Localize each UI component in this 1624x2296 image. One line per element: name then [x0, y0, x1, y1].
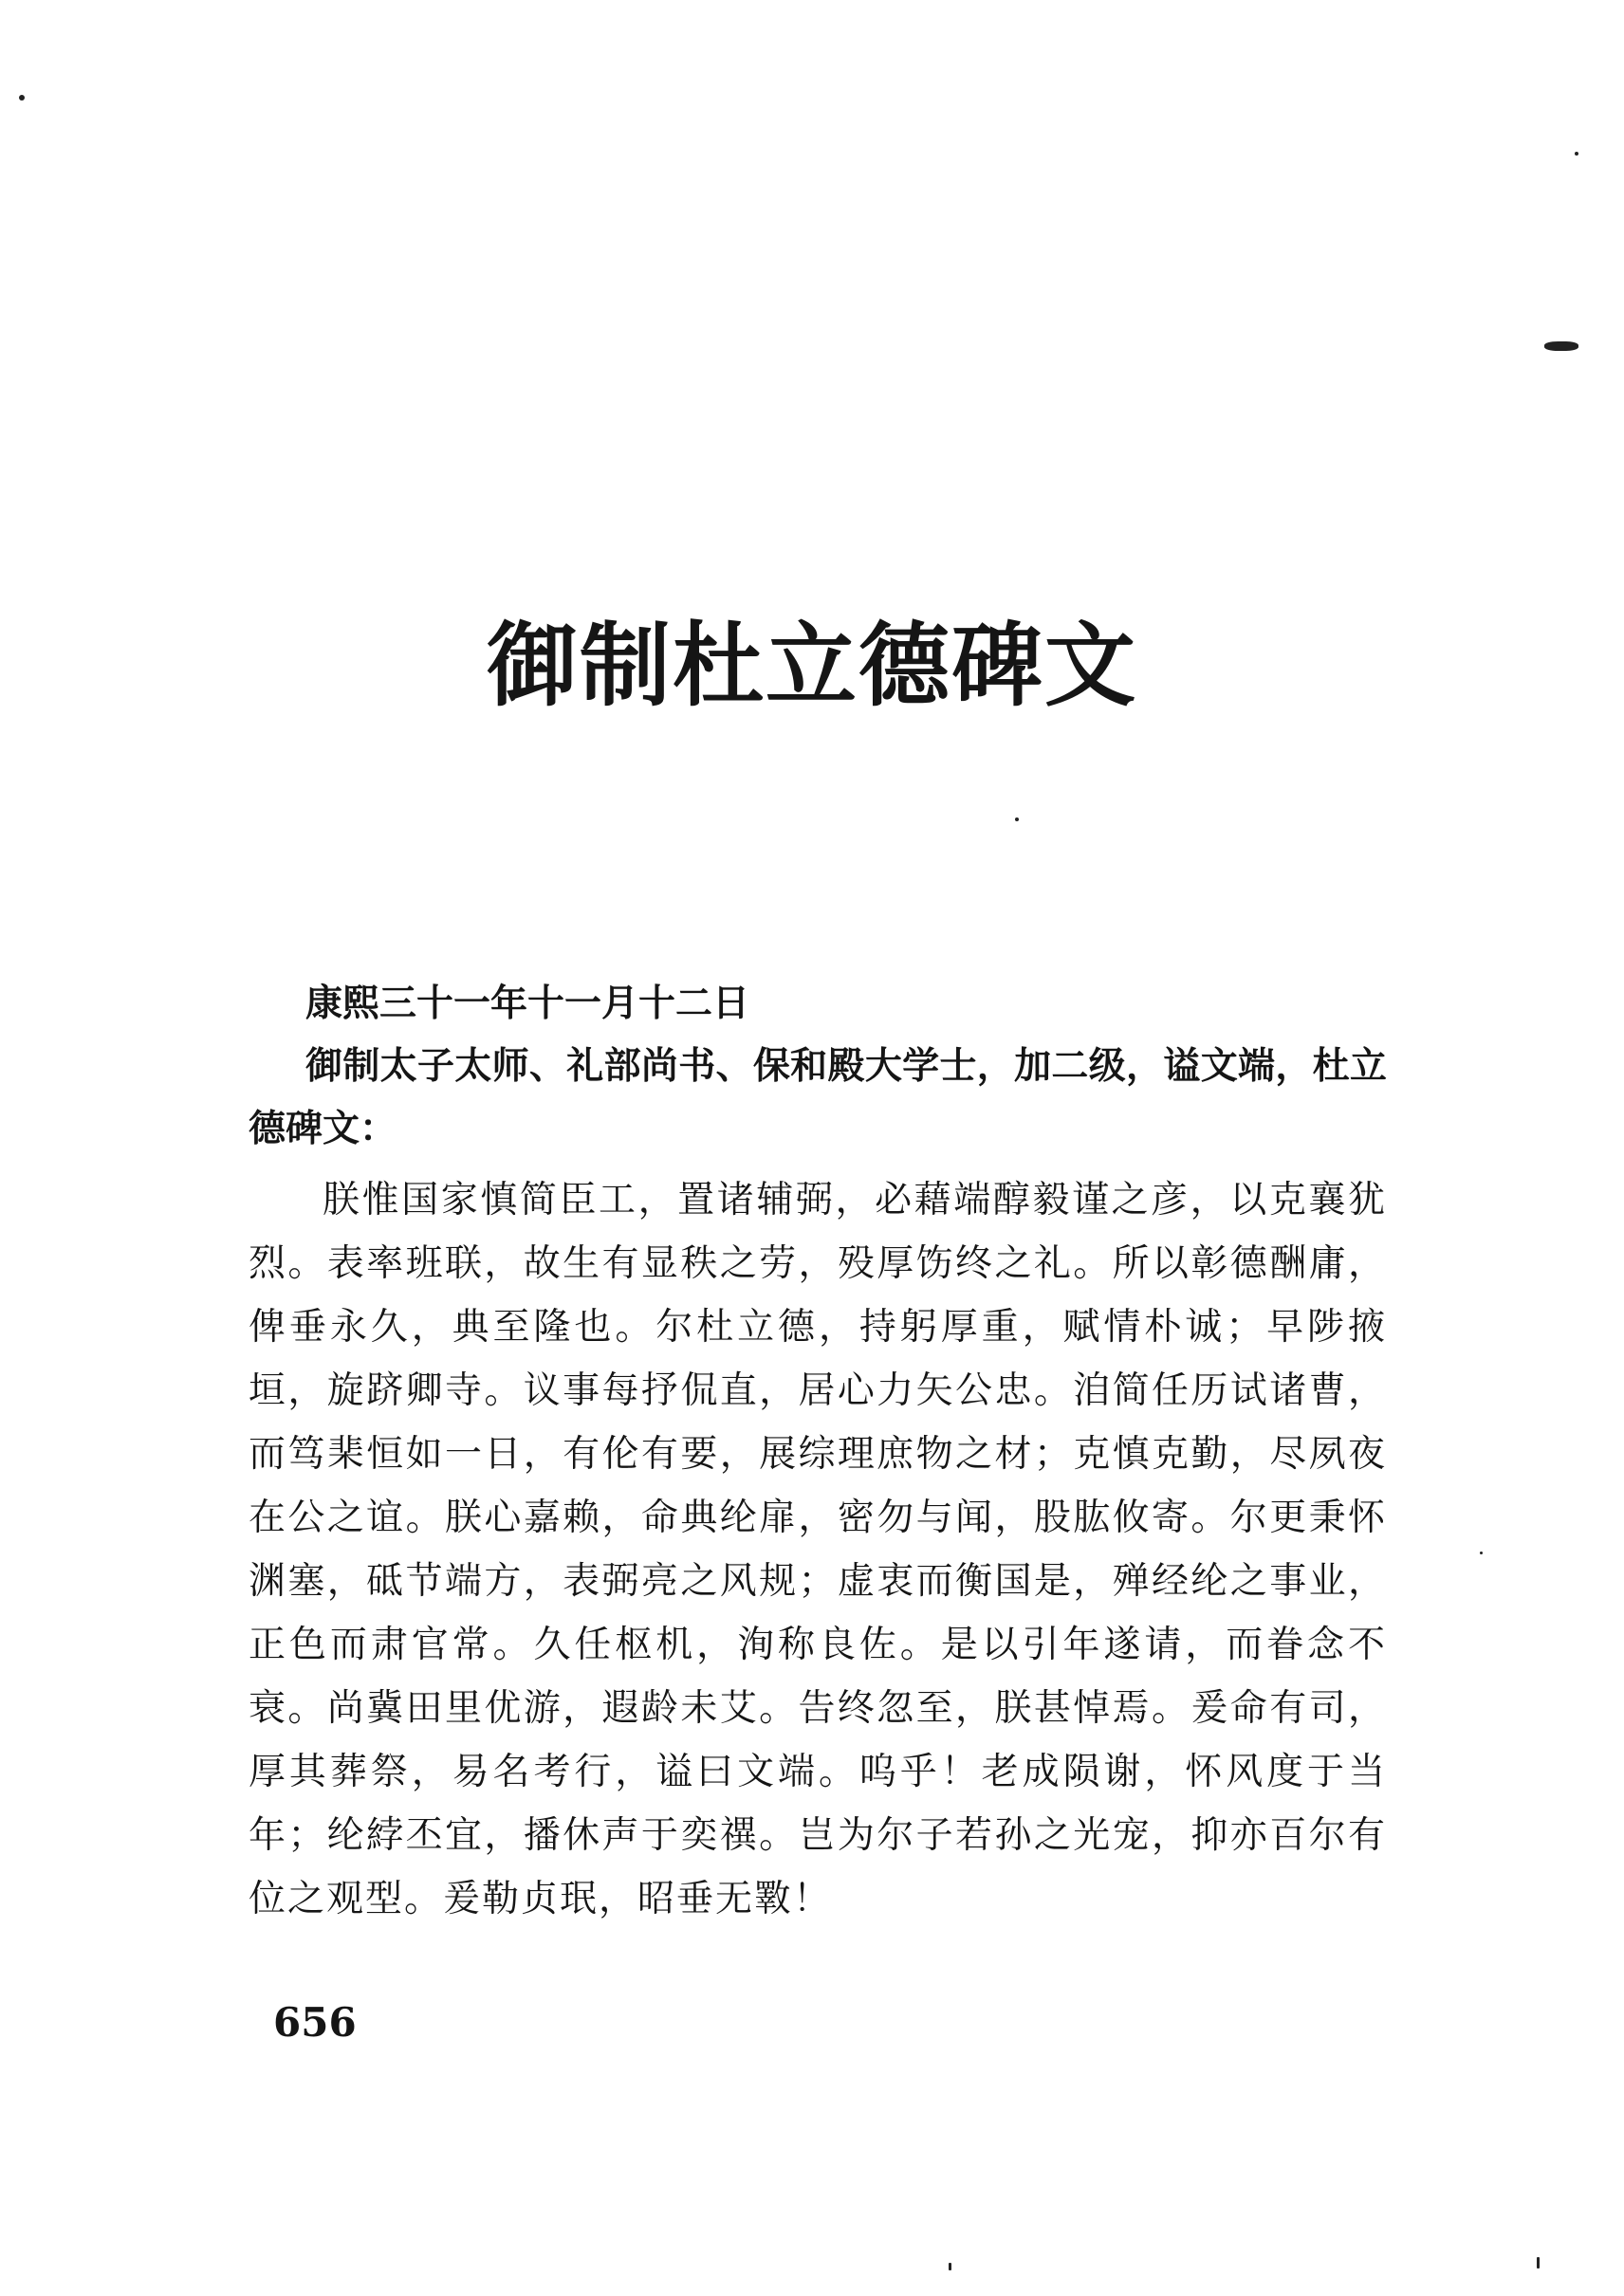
scan-speck — [1544, 341, 1578, 351]
page-title: 御制杜立德碑文 — [487, 612, 1137, 720]
scan-speck — [949, 2263, 951, 2270]
scan-speck — [19, 95, 25, 101]
scan-speck — [1480, 1552, 1483, 1554]
body-paragraph: 朕惟国家慎简臣工，置诸辅弼，必藉端醇毅谨之彦，以克襄犹烈。表率班联，故生有显秩之劳，殁厚饬终之礼。所以彰德酬庸，俾垂永久，典至隆也。尔杜立德，持躬厚重，赋情朴诚；早陟掖垣，旋跻卿寺。议事每抒侃直，居心力矢公忠。洎简任历试诸曹，而笃棐恒如一日，有伦有要，展综理庶物之材；克慎克勤，尽夙夜在公之谊。朕心嘉赖，命典纶扉，密勿与闻，股肱攸寄。尔更秉怀渊塞，砥节端方，表弼亮之风规；虚衷而衡国是，殚经纶之事业，正色而肃官常。久任枢机，洵称良佐。是以引年遂请，而眷念不衰。尚冀田里优游，遐龄未艾。告终忽至，朕甚悼焉。爰命有司，厚其葬祭，易名考行，谥曰文端。呜乎！老成陨谢，怀风度于当年；纶綍丕宜，播休声于奕禩。岂为尔子若孙之光宠，抑亦百尔有位之观型。爰勒贞珉，昭垂无斁！ — [249, 1179, 1387, 1920]
page-number: 656 — [273, 1999, 357, 2046]
scan-speck — [1015, 817, 1019, 821]
scan-speck — [1537, 2257, 1540, 2268]
inscription-heading: 御制太子太师、礼部尚书、保和殿大学士，加二级，谥文端，杜立德碑文： — [249, 1045, 1387, 1150]
scan-speck — [1575, 152, 1578, 156]
text-block — [249, 973, 1387, 1931]
date-line: 康熙三十一年十一月十二日 — [305, 983, 750, 1025]
